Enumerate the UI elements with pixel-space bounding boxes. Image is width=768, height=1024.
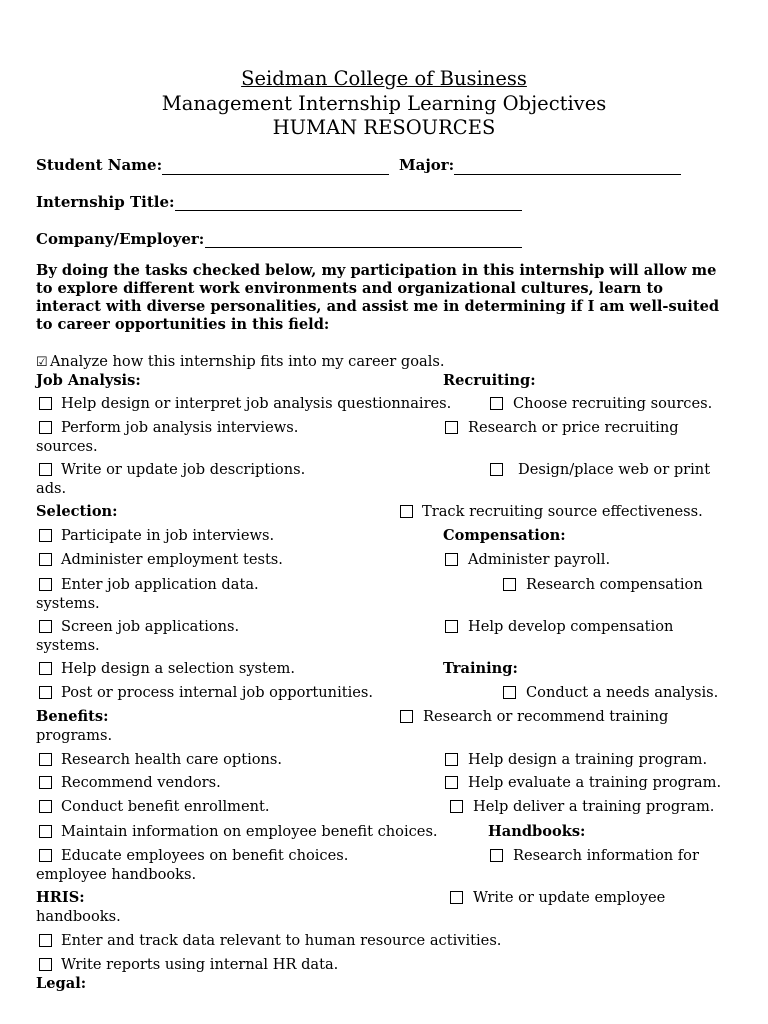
item-label: Help develop compensation: [468, 618, 674, 635]
checkbox-se4[interactable]: [39, 620, 52, 633]
checked-checkbox-icon[interactable]: ☑: [36, 355, 48, 370]
item-label: Conduct benefit enrollment.: [61, 798, 270, 815]
item-label: Post or process internal job opportunities.: [61, 684, 374, 701]
item-label: Research compensation: [526, 576, 703, 593]
item-label: Administer payroll.: [468, 551, 611, 568]
item-label: Help design a training program.: [468, 751, 708, 768]
checkbox-rc2[interactable]: [445, 421, 458, 434]
item-label: Help evaluate a training program.: [468, 774, 722, 791]
checkbox-tr4[interactable]: [445, 776, 458, 789]
item-label: Research or price recruiting: [468, 419, 679, 436]
checkbox-rc3[interactable]: [490, 463, 503, 476]
item-label: Maintain information on employee benefit choices.: [61, 823, 438, 840]
checkbox-ja1[interactable]: [39, 397, 52, 410]
item-label: Enter job application data.: [61, 576, 259, 593]
item-label: Design/place web or print: [518, 461, 711, 478]
item-label-cont: handbooks.: [36, 908, 121, 925]
checkbox-hb2[interactable]: [450, 891, 463, 904]
section-benefits: Benefits:: [36, 708, 109, 725]
item-label: Recommend vendors.: [61, 774, 221, 791]
item-label: Write or update job descriptions.: [61, 461, 306, 478]
checkbox-se5[interactable]: [39, 662, 52, 675]
item-label: Help design a selection system.: [61, 660, 296, 677]
section-handbooks: Handbooks:: [488, 823, 586, 840]
department-title: HUMAN RESOURCES: [272, 116, 496, 139]
checkbox-tr3[interactable]: [445, 753, 458, 766]
checkbox-co2[interactable]: [503, 578, 516, 591]
checkbox-rc1[interactable]: [490, 397, 503, 410]
checkbox-be5[interactable]: [39, 849, 52, 862]
item-label-cont: systems.: [36, 595, 100, 612]
item-label: Help deliver a training program.: [473, 798, 715, 815]
item-label: Research or recommend training: [423, 708, 669, 725]
item-label: Track recruiting source effectiveness.: [422, 503, 703, 520]
checkbox-se6[interactable]: [39, 686, 52, 699]
checkbox-rc4[interactable]: [400, 505, 413, 518]
student-name-label: Student Name:: [36, 156, 163, 174]
checkbox-se3[interactable]: [39, 578, 52, 591]
major-label: Major:: [399, 156, 455, 174]
checkbox-be1[interactable]: [39, 753, 52, 766]
item-label: Write or update employee: [473, 889, 666, 906]
section-selection: Selection:: [36, 503, 118, 520]
checkbox-se2[interactable]: [39, 553, 52, 566]
item-label: Research information for: [513, 847, 699, 864]
intro-paragraph: By doing the tasks checked below, my participation in this internship will allow me to explore different work environments and organizational cultures, learn to interact with diverse personalities, and assist me in determining if I am well-suited to career opportunities in this field:: [36, 262, 720, 333]
item-label-cont: ads.: [36, 480, 67, 497]
item-label: Educate employees on benefit choices.: [61, 847, 349, 864]
section-legal: Legal:: [36, 975, 87, 992]
section-recruiting: Recruiting:: [443, 372, 536, 389]
company-label: Company/Employer:: [36, 230, 205, 248]
item-label: Write reports using internal HR data.: [61, 956, 339, 973]
checkbox-tr5[interactable]: [450, 800, 463, 813]
checkbox-hr2[interactable]: [39, 958, 52, 971]
checkbox-hb1[interactable]: [490, 849, 503, 862]
checkbox-tr1[interactable]: [503, 686, 516, 699]
checkbox-co1[interactable]: [445, 553, 458, 566]
internship-title-label: Internship Title:: [36, 193, 175, 211]
checkbox-co3[interactable]: [445, 620, 458, 633]
section-training: Training:: [443, 660, 518, 677]
item-label: Help design or interpret job analysis questionnaires.: [61, 395, 452, 412]
company-field[interactable]: [205, 247, 522, 248]
student-name-field[interactable]: [162, 174, 389, 175]
item-label-cont: systems.: [36, 637, 100, 654]
item-label: Research health care options.: [61, 751, 283, 768]
checkbox-tr2[interactable]: [400, 710, 413, 723]
item-label-cont: employee handbooks.: [36, 866, 197, 883]
item-label-cont: sources.: [36, 438, 98, 455]
section-job-analysis: Job Analysis:: [36, 372, 141, 389]
checkbox-hr1[interactable]: [39, 934, 52, 947]
major-field[interactable]: [454, 174, 681, 175]
career-goals-label: Analyze how this internship fits into my career goals.: [50, 353, 445, 370]
checkbox-ja3[interactable]: [39, 463, 52, 476]
item-label: Participate in job interviews.: [61, 527, 275, 544]
item-label: Conduct a needs analysis.: [526, 684, 719, 701]
internship-title-field[interactable]: [175, 210, 522, 211]
item-label: Administer employment tests.: [61, 551, 283, 568]
item-label: Choose recruiting sources.: [513, 395, 713, 412]
checkbox-se1[interactable]: [39, 529, 52, 542]
document-title: Management Internship Learning Objectives: [161, 92, 607, 115]
item-label: Enter and track data relevant to human resource activities.: [61, 932, 502, 949]
college-title: Seidman College of Business: [241, 67, 527, 90]
checkbox-be3[interactable]: [39, 800, 52, 813]
section-compensation: Compensation:: [443, 527, 566, 544]
checkbox-ja2[interactable]: [39, 421, 52, 434]
checkbox-be4[interactable]: [39, 825, 52, 838]
item-label: Perform job analysis interviews.: [61, 419, 299, 436]
section-hris: HRIS:: [36, 889, 85, 906]
item-label: Screen job applications.: [61, 618, 240, 635]
checkbox-be2[interactable]: [39, 776, 52, 789]
item-label-cont: programs.: [36, 727, 113, 744]
